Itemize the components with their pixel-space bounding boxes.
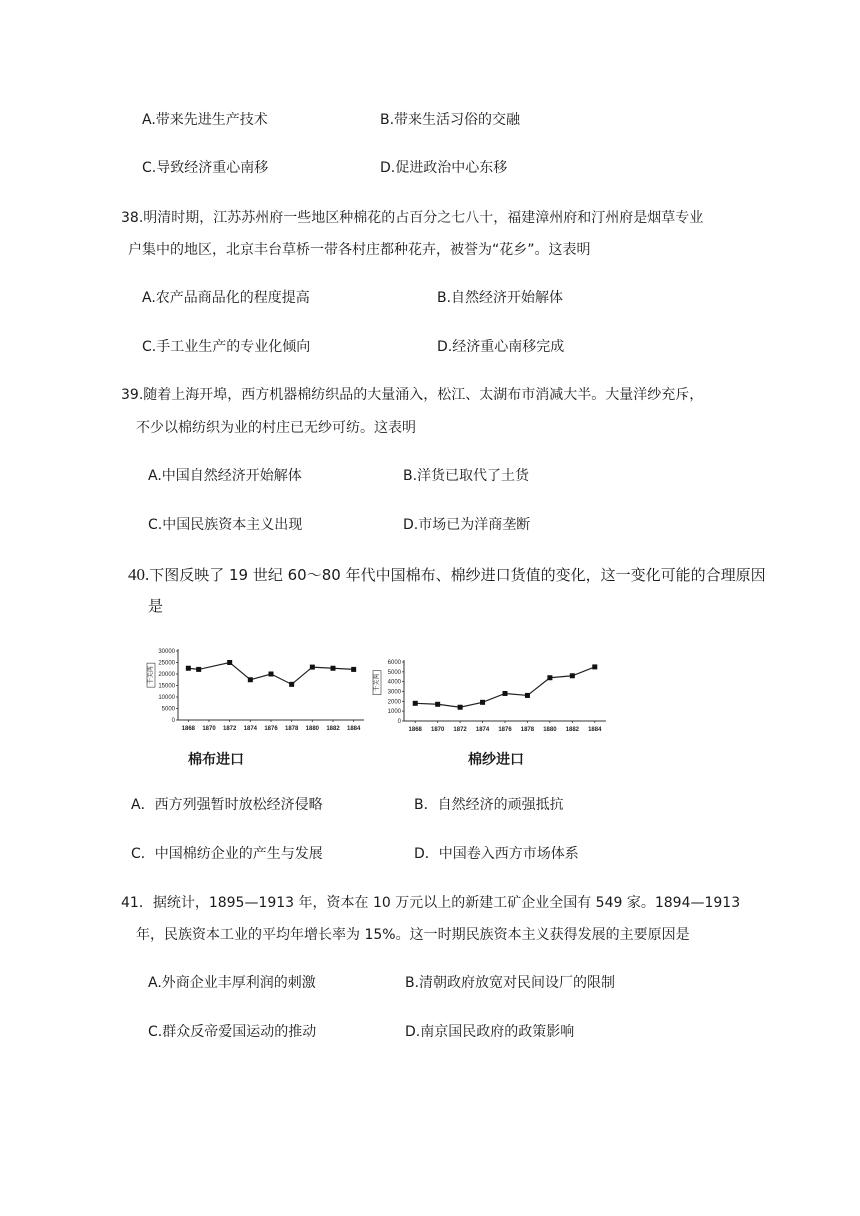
x-tick-label: 1870 (430, 727, 445, 733)
q37-option-b[interactable]: B.带来生活习俗的交融 (380, 112, 521, 128)
y-tick-label: 2000 (387, 699, 401, 706)
q41-option-c[interactable]: C.群众反帝爱国运动的推动 (148, 1024, 317, 1040)
y-axis-label: 千关两 (374, 673, 381, 692)
yarn-import-chart (372, 655, 612, 740)
q40-option-d[interactable]: D．中国卷入西方市场体系 (414, 846, 579, 862)
data-point (503, 691, 508, 696)
q39-stem-line1: 39.随着上海开埠，西方机器棉纺织品的大量涌入，松江、太湖布市消减大半。大量洋纱充斥， (121, 387, 704, 403)
x-tick-label: 1884 (588, 727, 602, 733)
y-tick-label: 0 (397, 719, 401, 725)
y-tick-label: 25000 (158, 660, 175, 667)
y-tick-label: 0 (171, 718, 175, 724)
q41-option-b[interactable]: B.清朝政府放宽对民间设厂的限制 (405, 975, 616, 991)
x-tick-label: 1882 (326, 726, 340, 732)
x-tick-label: 1872 (453, 727, 467, 733)
y-tick-label: 5000 (387, 669, 401, 676)
y-tick-label: 3000 (387, 689, 401, 696)
x-tick-label: 1876 (498, 727, 512, 733)
data-point (227, 660, 232, 665)
q38-option-d[interactable]: D.经济重心南移完成 (437, 339, 565, 355)
q39-stem-line2: 不少以棉纺织为业的村庄已无纱可纺。这表明 (136, 420, 416, 436)
q40-option-b[interactable]: B．自然经济的顽强抵抗 (414, 797, 564, 813)
data-point (196, 667, 201, 672)
data-point (289, 682, 294, 687)
cloth-import-chart (142, 645, 372, 740)
data-point (310, 665, 315, 670)
x-tick-label: 1878 (520, 727, 535, 733)
yarn-import-caption: 棉纱进口 (468, 752, 524, 768)
x-tick-label: 1882 (565, 727, 580, 733)
data-point (413, 701, 418, 706)
data-point (269, 672, 274, 677)
y-tick-label: 15000 (158, 683, 175, 690)
q38-option-c[interactable]: C.手工业生产的专业化倾向 (142, 339, 311, 355)
series-line (415, 667, 595, 707)
data-point (570, 673, 575, 678)
data-point (480, 700, 485, 705)
x-tick-label: 1878 (284, 726, 299, 732)
q38-option-b[interactable]: B.自然经济开始解体 (437, 290, 564, 306)
q41-option-a[interactable]: A.外商企业丰厚利润的刺激 (148, 975, 316, 991)
data-point (331, 666, 336, 671)
y-tick-label: 6000 (387, 660, 401, 666)
q37-option-a[interactable]: A.带来先进生产技术 (142, 112, 268, 128)
y-tick-label: 30000 (158, 649, 175, 655)
y-axis-label: 千关两 (148, 666, 155, 685)
q38-option-a[interactable]: A.农产品商品化的程度提高 (142, 290, 310, 306)
data-point (186, 666, 191, 671)
data-point (351, 667, 356, 672)
y-tick-label: 5000 (161, 706, 175, 713)
cloth-import-caption: 棉布进口 (188, 752, 244, 768)
x-tick-label: 1870 (202, 726, 216, 732)
q38-stem-line1: 38.明清时期，江苏苏州府一些地区种棉花的占百分之七八十，福建漳州府和汀州府是烟草专业 (121, 210, 704, 226)
q39-option-b[interactable]: B.洋货已取代了土货 (403, 468, 530, 484)
data-point (458, 705, 463, 710)
q38-stem-line2: 户集中的地区，北京丰台草桥一带各村庄都种花卉，被誉为“花乡”。这表明 (128, 242, 591, 258)
q40-number: 40. (128, 565, 150, 584)
q39-option-c[interactable]: C.中国民族资本主义出现 (148, 517, 303, 533)
x-tick-label: 1874 (475, 727, 490, 733)
q40-stem-line2: 是 (148, 597, 164, 615)
y-tick-label: 1000 (387, 709, 401, 716)
y-tick-label: 4000 (387, 679, 401, 686)
q40-option-c[interactable]: C．中国棉纺企业的产生与发展 (131, 846, 323, 862)
data-point (547, 675, 552, 680)
q39-option-d[interactable]: D.市场已为洋商垄断 (403, 517, 531, 533)
q41-option-d[interactable]: D.南京国民政府的政策影响 (405, 1024, 575, 1040)
q40-stem-line1 (128, 565, 766, 585)
x-tick-label: 1868 (181, 726, 196, 732)
data-point (525, 693, 530, 698)
x-tick-label: 1872 (222, 726, 237, 732)
data-point (435, 702, 440, 707)
x-tick-label: 1884 (346, 726, 361, 732)
data-point (592, 664, 597, 669)
q40-stem-text: 下图反映了 19 世纪 60～80 年代中国棉布、棉纱进口货值的变化，这一变化可能的合理原因 (149, 566, 766, 584)
data-point (248, 677, 253, 682)
q39-option-a[interactable]: A.中国自然经济开始解体 (148, 468, 302, 484)
y-tick-label: 10000 (158, 695, 175, 701)
q37-option-d[interactable]: D.促进政治中心东移 (380, 160, 508, 176)
q40-option-a[interactable]: A．西方列强暂时放松经济侵略 (131, 797, 323, 813)
x-tick-label: 1880 (543, 727, 557, 733)
q41-stem-line1: 41．据统计，1895—1913 年，资本在 10 万元以上的新建工矿企业全国有 549 家。1894—1913 (121, 895, 741, 911)
q41-stem-line2: 年，民族资本工业的平均年增长率为 15%。这一时期民族资本主义获得发展的主要原因是 (136, 927, 690, 943)
x-tick-label: 1880 (305, 726, 320, 732)
q37-option-c[interactable]: C.导致经济重心南移 (142, 160, 269, 176)
y-tick-label: 20000 (158, 672, 175, 678)
x-tick-label: 1876 (264, 726, 278, 732)
x-tick-label: 1874 (243, 726, 258, 732)
x-tick-label: 1868 (408, 727, 422, 733)
